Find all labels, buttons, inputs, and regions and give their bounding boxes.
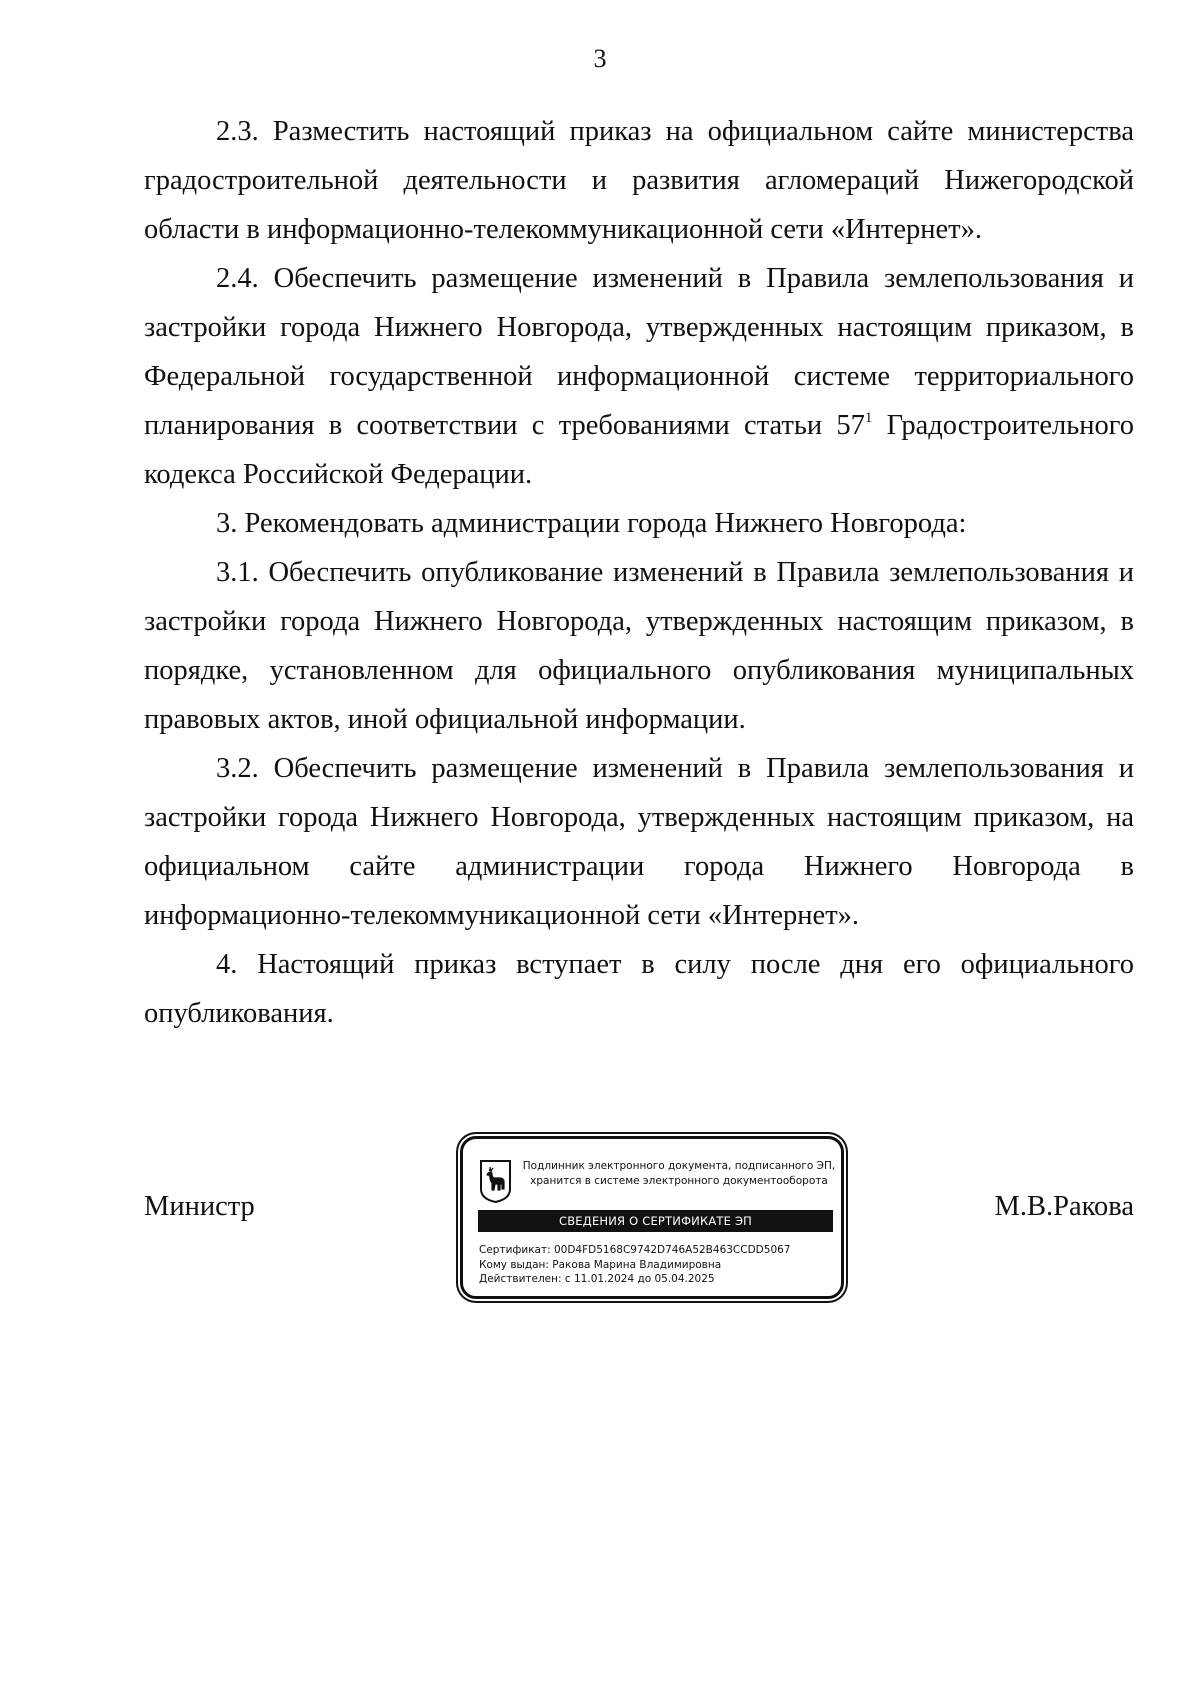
certificate-row	[479, 1243, 834, 1258]
certificate-info-bar: СВЕДЕНИЯ О СЕРТИФИКАТЕ ЭП	[478, 1210, 833, 1232]
validity-label: Действителен:	[479, 1273, 562, 1285]
stamp-header	[521, 1159, 837, 1189]
stamp-header-line-2: хранится в системе электронного документооборота	[530, 1175, 828, 1187]
certificate-value: 00D4FD5168C9742D746A52B463CCDD5067	[553, 1244, 791, 1256]
certificate-label: Сертификат:	[479, 1244, 551, 1256]
certificate-details	[479, 1243, 834, 1287]
paragraph-3: 3. Рекомендовать администрации города Нижнего Новгорода:	[216, 508, 967, 539]
page-number: 3	[593, 44, 607, 73]
validity-value: с 11.01.2024 до 05.04.2025	[564, 1273, 715, 1285]
paragraph-2-4-text: 2.4. Обеспечить размещение изменений в Правила землепользования и застройки города Нижнего Новгорода, утвержденных настоящим приказом, в Федеральной государственной информационной системе территориального планирования в соответствии с требованиями статьи 57	[144, 263, 1134, 441]
validity-row	[479, 1272, 834, 1287]
signatory-name: М.В.Ракова	[994, 1191, 1134, 1222]
paragraph-3-2: 3.2. Обеспечить размещение изменений в Правила землепользования и застройки города Нижнего Новгорода, утвержденных настоящим приказом, на официальном сайте администрации города Нижнего Новгорода в информационно-телекоммуникационной сети «Интернет».	[144, 753, 1134, 931]
paragraph-2-4-text-end: Градостроительного кодекса Российской Федерации.	[144, 410, 1134, 490]
stamp-header-line-1: Подлинник электронного документа, подписанного ЭП,	[522, 1160, 836, 1172]
paragraph-3-1: 3.1. Обеспечить опубликование изменений в Правила землепользования и застройки города Нижнего Новгорода, утвержденных настоящим приказом, в порядке, установленном для официального опубликования муниципальных правовых актов, иной официальной информации.	[144, 557, 1134, 735]
electronic-signature-stamp	[460, 1136, 844, 1299]
paragraph-2-4	[144, 254, 1134, 499]
signatory-title: Министр	[144, 1191, 255, 1222]
paragraph-2-3: 2.3. Разместить настоящий приказ на официальном сайте министерства градостроительной деятельности и развития агломераций Нижегородской области в информационно-телекоммуникационной сети «Интернет».	[144, 116, 1134, 245]
paragraph-4: 4. Настоящий приказ вступает в силу после дня его официального опубликования.	[144, 949, 1134, 1029]
document-body	[144, 107, 1134, 1038]
article-superscript: 1	[864, 410, 873, 426]
issued-to-row	[479, 1258, 834, 1273]
deer-coat-of-arms-icon	[479, 1159, 512, 1203]
issued-to-value: Ракова Марина Владимировна	[552, 1258, 722, 1271]
issued-to-label: Кому выдан:	[479, 1258, 549, 1271]
